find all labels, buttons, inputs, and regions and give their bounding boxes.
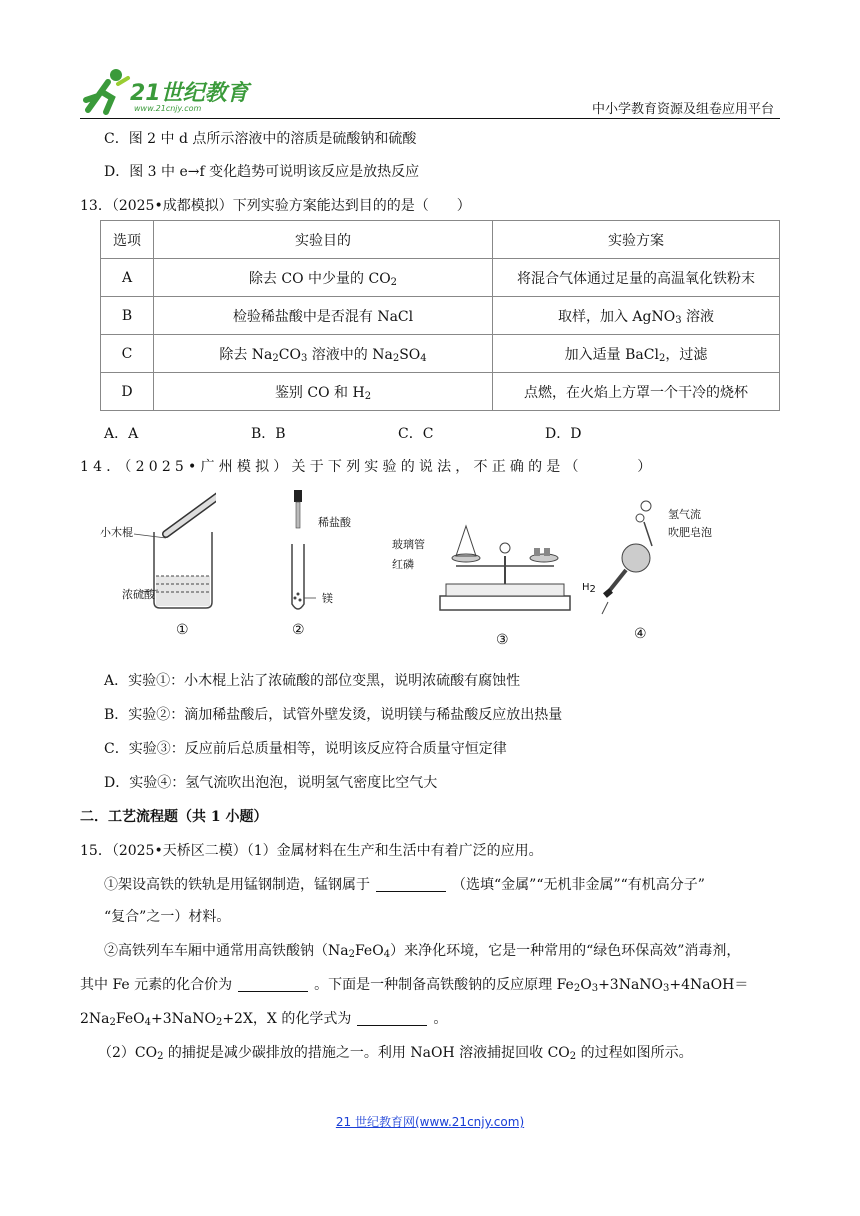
row-option: C <box>101 335 154 373</box>
q14-option-b: B．实验②：滴加稀盐酸后，试管外壁发烫，说明镁与稀盐酸反应放出热量 <box>104 707 563 723</box>
header-rule <box>80 118 780 119</box>
choice-c: C．C <box>398 426 434 442</box>
q14-option-c: C．实验③：反应前后总质量相等，说明该反应符合质量守恒定律 <box>104 741 507 757</box>
figure-num-4: ④ <box>634 626 647 642</box>
row-plan: 将混合气体通过足量的高温氧化铁粉末 <box>493 259 780 297</box>
header-goal: 实验目的 <box>154 221 493 259</box>
answer-blank-1[interactable] <box>376 877 446 892</box>
table-header-row <box>101 221 780 259</box>
q15-part2-line1: ②高铁列车车厢中通常用高铁酸钠$(Na_2FeO_4)$来净化环境，它是一种常用的“绿色环保高效”消毒剂， <box>104 943 741 960</box>
header-option: 选项 <box>101 221 154 259</box>
q15-part3: $(2)CO_2$ 的捕捉是减少碳排放的措施之一。利用 NaOH 溶液捕捉回收 $CO_2$ 的过程如图所示。 <box>98 1045 693 1062</box>
header-logo <box>78 66 258 116</box>
row-goal: 鉴别 CO 和 $H_2$ <box>154 373 493 411</box>
q14-option-d: D．实验④：氢气流吹出泡泡，说明氢气密度比空气大 <box>104 775 438 791</box>
row-goal: 除去 $Na_2CO_3$ 溶液中的 $Na_2SO_4$ <box>154 335 493 373</box>
table-row <box>101 297 780 335</box>
test-tube-diagram <box>282 486 352 626</box>
figure-num-3: ③ <box>496 632 509 648</box>
choice-a: A．A <box>104 426 139 442</box>
section-title: 二．工艺流程题（共 1 小题） <box>80 809 268 825</box>
row-plan: 取样，加入 AgNO$_3$ 溶液 <box>493 297 780 335</box>
label-glass-tube: 玻璃管 <box>392 538 425 551</box>
q15-part2-line2: 其中 Fe 元素的化合价为 。下面是一种制备高铁酸钠的反应原理 $Fe_2O_3+3NaNO_3+4NaOH=$ <box>80 977 749 994</box>
answer-blank-3[interactable] <box>357 1011 427 1026</box>
q15-part1-line1: ①架设高铁的铁轨是用锰钢制造，锰钢属于 （选填“金属”“无机非金属”“有机高分子” <box>104 877 705 893</box>
label-stick: 小木棍 <box>100 526 133 539</box>
row-plan: 点燃，在火焰上方罩一个干冷的烧杯 <box>493 373 780 411</box>
choice-d: D．D <box>545 426 582 442</box>
runner-logo-icon <box>78 66 138 116</box>
row-goal: 除去 CO 中少量的 $CO_2$ <box>154 259 493 297</box>
label-h2: $H_2$ <box>582 582 596 595</box>
logo-text: 21世纪教育 <box>130 81 249 106</box>
q12-option-d: D．图 3 中 e→f 变化趋势可说明该反应是放热反应 <box>104 164 420 180</box>
q15-part2-line3: $2Na_2FeO_4+3NaNO_2+2X$，X 的化学式为 。 <box>80 1011 448 1028</box>
header-platform-name: 中小学教育资源及组卷应用平台 <box>591 102 774 117</box>
q13-stem: 13．（2025•成都模拟）下列实验方案能达到目的的是（ ） <box>80 198 471 214</box>
footer-link[interactable]: 21 世纪教育网(www.21cnjy.com) <box>335 1115 525 1129</box>
table-row <box>101 259 780 297</box>
q12-option-c: C．图 2 中 d 点所示溶液中的溶质是硫酸钠和硫酸 <box>104 131 417 147</box>
beaker-stick-diagram <box>96 486 216 646</box>
label-hcl: 稀盐酸 <box>318 516 351 529</box>
q14-figure <box>96 486 736 646</box>
row-goal: 检验稀盐酸中是否混有 NaCl <box>154 297 493 335</box>
label-red-p: 红磷 <box>392 558 414 571</box>
row-option: B <box>101 297 154 335</box>
logo-url: www.21cnjy.com <box>134 104 202 113</box>
header-plan: 实验方案 <box>493 221 780 259</box>
choice-b: B．B <box>251 426 286 442</box>
q14-stem: 14．（2025•广州模拟）关于下列实验的说法，不正确的是（ ） <box>80 459 656 475</box>
q15-stem: 15．（2025•天桥区二模）（1）金属材料在生产和生活中有着广泛的应用。 <box>80 843 543 859</box>
figure-num-2: ② <box>292 622 305 638</box>
figure-num-1: ① <box>176 622 189 638</box>
label-acid: 浓硫酸 <box>122 588 155 601</box>
label-bubble: 吹肥皂泡 <box>668 526 712 539</box>
table-row <box>101 373 780 411</box>
q14-option-a: A．实验①：小木棍上沾了浓硫酸的部位变黑，说明浓硫酸有腐蚀性 <box>104 673 521 689</box>
q13-table <box>100 220 780 411</box>
label-mg: 镁 <box>322 592 333 605</box>
table-row <box>101 335 780 373</box>
row-plan: 加入适量 BaCl$_2$，过滤 <box>493 335 780 373</box>
answer-blank-2[interactable] <box>238 977 308 992</box>
label-h2-flow: 氢气流 <box>668 508 701 521</box>
row-option: D <box>101 373 154 411</box>
hydrogen-bubble-diagram <box>596 496 676 626</box>
q15-part1-line2: “复合”之一）材料。 <box>104 909 231 925</box>
q13-choices <box>104 423 581 443</box>
balance-diagram <box>426 496 586 636</box>
row-option: A <box>101 259 154 297</box>
